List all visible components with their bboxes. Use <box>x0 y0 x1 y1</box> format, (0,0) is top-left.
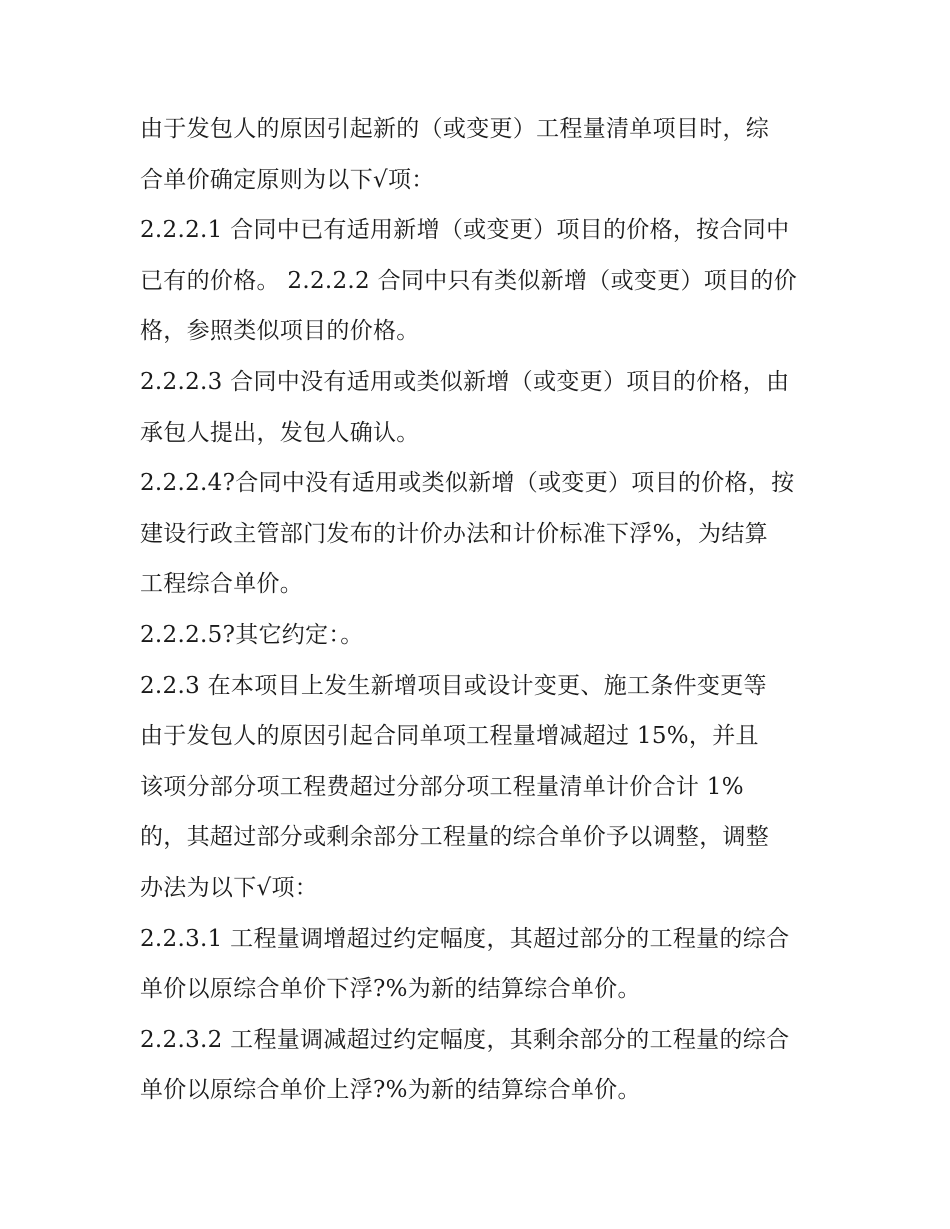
text-line: 合单价确定原则为以下√项： <box>140 166 435 193</box>
text-line: 格，参照类似项目的价格。 <box>140 318 420 345</box>
text-line: 已有的价格。 2.2.2.2 合同中只有类似新增（或变更）项目的价 <box>140 267 797 294</box>
text-line: 2.2.3.1 工程量调增超过约定幅度，其超过部分的工程量的综合 <box>140 925 790 952</box>
text-line: 由于发包人的原因引起合同单项工程量增减超过 15%，并且 <box>140 723 759 750</box>
text-line: 办法为以下√项： <box>140 874 319 901</box>
text-line: 2.2.2.4?合同中没有适用或类似新增（或变更）项目的价格，按 <box>140 470 795 497</box>
text-line: 承包人提出，发包人确认。 <box>140 419 420 446</box>
text-line: 的，其超过部分或剩余部分工程量的综合单价予以调整，调整 <box>140 824 770 851</box>
text-line: 2.2.2.3 合同中没有适用或类似新增（或变更）项目的价格，由 <box>140 368 790 395</box>
text-line: 工程综合单价。 <box>140 571 304 598</box>
document-body <box>140 104 820 1116</box>
text-line: 该项分部分项工程费超过分部分项工程量清单计价合计 1% <box>140 773 744 800</box>
text-line: 由于发包人的原因引起新的（或变更）工程量清单项目时，综 <box>140 116 770 142</box>
text-line: 建设行政主管部门发布的计价办法和计价标准下浮%，为结算 <box>140 520 768 547</box>
text-line: 单价以原综合单价下浮?%为新的结算综合单价。 <box>140 976 641 1003</box>
text-line: 单价以原综合单价上浮?%为新的结算综合单价。 <box>140 1077 641 1104</box>
text-line: 2.2.2.1 合同中已有适用新增（或变更）项目的价格，按合同中 <box>140 217 790 244</box>
text-line: 2.2.2.5?其它约定：。 <box>140 621 364 648</box>
text-line: 2.2.3 在本项目上发生新增项目或设计变更、施工条件变更等 <box>140 672 767 699</box>
text-line: 2.2.3.2 工程量调减超过约定幅度，其剩余部分的工程量的综合 <box>140 1026 790 1053</box>
